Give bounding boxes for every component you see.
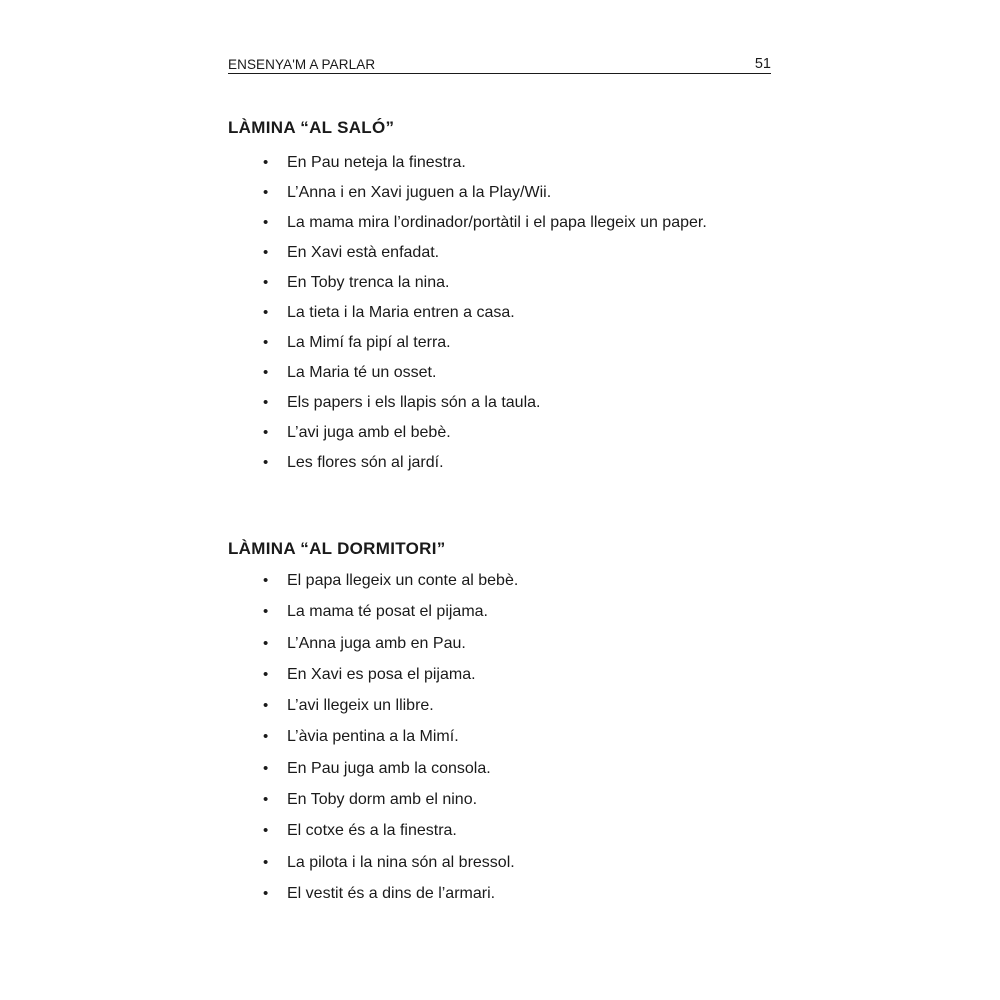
bullet-icon: •	[263, 364, 269, 381]
list-item-text: En Pau neteja la finestra.	[287, 154, 466, 171]
list-item-text: La pilota i la nina són al bressol.	[287, 853, 515, 871]
list-item	[0, 208, 707, 238]
section-heading-al-salo: LÀMINA “AL SALÓ”	[228, 118, 395, 137]
list-item-text: El papa llegeix un conte al bebè.	[287, 572, 519, 589]
list-item	[0, 690, 518, 721]
bullet-icon: •	[263, 274, 269, 291]
list-item-text: El cotxe és a la finestra.	[287, 822, 457, 840]
bullet-icon: •	[263, 424, 269, 441]
running-title: ENSENYA'M A PARLAR	[228, 57, 376, 72]
bullet-icon: •	[263, 244, 269, 261]
bullet-icon: •	[263, 572, 269, 589]
bullet-icon: •	[263, 822, 269, 840]
bullet-icon: •	[263, 394, 269, 411]
list-item	[0, 847, 518, 878]
list-item	[0, 328, 707, 358]
bullet-icon: •	[263, 214, 269, 231]
list-item	[0, 448, 707, 478]
bullet-icon: •	[263, 634, 269, 652]
list-item-text: El vestit és a dins de l’armari.	[287, 884, 496, 902]
list-item	[0, 178, 707, 208]
list-item	[0, 148, 707, 178]
list-item	[0, 659, 518, 690]
list-item-text: Els papers i els llapis són a la taula.	[287, 394, 541, 411]
bullet-icon: •	[263, 853, 269, 871]
list-item-text: L’avi llegeix un llibre.	[287, 697, 434, 715]
list-item	[0, 418, 707, 448]
list-item-text: L’àvia pentina a la Mimí.	[287, 728, 459, 746]
item-list-al-salo	[0, 148, 707, 478]
section-heading-al-dormitori: LÀMINA “AL DORMITORI”	[228, 539, 446, 558]
list-item	[0, 784, 518, 815]
list-item-text: L’Anna juga amb en Pau.	[287, 634, 466, 652]
list-item	[0, 628, 518, 659]
list-item	[0, 721, 518, 752]
page-header	[228, 55, 771, 74]
list-item	[0, 815, 518, 846]
list-item	[0, 565, 518, 596]
bullet-icon: •	[263, 759, 269, 777]
bullet-icon: •	[263, 184, 269, 201]
list-item-text: En Toby dorm amb el nino.	[287, 791, 478, 809]
bullet-icon: •	[263, 665, 269, 683]
bullet-icon: •	[263, 728, 269, 746]
list-item	[0, 238, 707, 268]
list-item-text: La Maria té un osset.	[287, 364, 437, 381]
list-item	[0, 358, 707, 388]
list-item	[0, 878, 518, 909]
bullet-icon: •	[263, 454, 269, 471]
list-item-text: En Xavi es posa el pijama.	[287, 665, 476, 683]
list-item	[0, 596, 518, 627]
bullet-icon: •	[263, 791, 269, 809]
list-item-text: La Mimí fa pipí al terra.	[287, 334, 451, 351]
list-item	[0, 268, 707, 298]
bullet-icon: •	[263, 884, 269, 902]
list-item	[0, 753, 518, 784]
list-item-text: La tieta i la Maria entren a casa.	[287, 304, 515, 321]
page-number: 51	[754, 56, 771, 72]
list-item-text: La mama mira l’ordinador/portàtil i el papa llegeix un paper.	[287, 214, 707, 231]
list-item-text: L’Anna i en Xavi juguen a la Play/Wii.	[287, 184, 552, 201]
list-item-text: Les flores són al jardí.	[287, 454, 444, 471]
item-list-al-dormitori	[0, 565, 518, 909]
list-item	[0, 388, 707, 418]
list-item-text: En Pau juga amb la consola.	[287, 759, 491, 777]
bullet-icon: •	[263, 603, 269, 621]
list-item-text: En Xavi està enfadat.	[287, 244, 440, 261]
bullet-icon: •	[263, 334, 269, 351]
list-item-text: La mama té posat el pijama.	[287, 603, 488, 621]
bullet-icon: •	[263, 697, 269, 715]
list-item-text: L’avi juga amb el bebè.	[287, 424, 451, 441]
list-item	[0, 298, 707, 328]
list-item-text: En Toby trenca la nina.	[287, 274, 450, 291]
bullet-icon: •	[263, 304, 269, 321]
bullet-icon: •	[263, 154, 269, 171]
